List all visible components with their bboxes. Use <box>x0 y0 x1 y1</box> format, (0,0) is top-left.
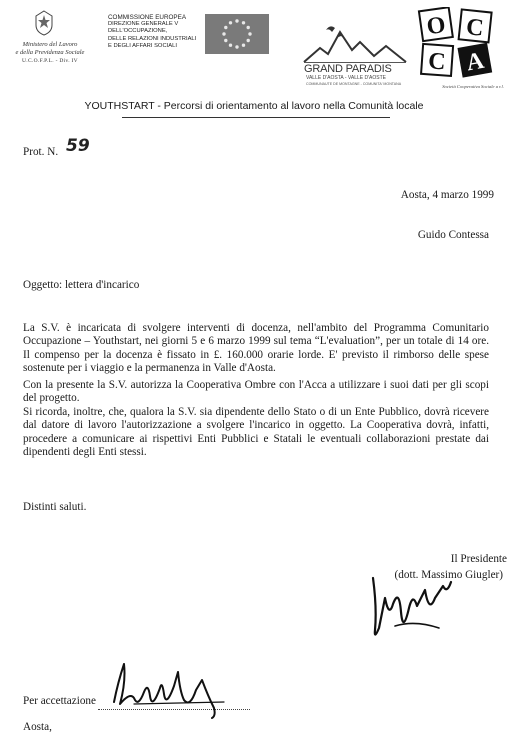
project-title: YOUTHSTART - Percorsi di orientamento al lavoro nella Comunità locale <box>84 100 424 112</box>
protocol-number: 59 <box>66 136 90 156</box>
acceptance-label: Per accettazione <box>23 695 96 707</box>
body-paragraph-1 <box>23 322 489 376</box>
protocol-label: Prot. N. <box>23 146 59 158</box>
closing-salutation: Distinti saluti. <box>23 501 87 513</box>
occa-logo-icon <box>416 7 498 79</box>
president-signature <box>355 568 475 650</box>
grand-paradis-valley: VALLE D'AOSTA - VALLE D'AOSTE <box>306 75 386 81</box>
paragraph-text: Con la presente la S.V. autorizza la Cooperativa Ombre con l'Acca a utilizzare i suoi dati per gli scopi del progetto. <box>23 379 489 405</box>
eu-flag-icon <box>205 14 269 54</box>
directorate-line: DELL'OCCUPAZIONE, <box>108 28 168 35</box>
republic-emblem-icon <box>34 10 54 36</box>
letter-date: Aosta, 4 marzo 1999 <box>400 189 494 201</box>
paragraph-text: Si ricorda, inoltre, che, qualora la S.V. sia dipendente dello Stato o di un Ente Pubblico, dovrà ricevere dal datore di lavoro l'autorizzazione a svolgere l'incarico in oggetto. La Cooperativa dovrà, infatti, procedere a comunicare ai rispettivi Enti Pubblici e Statali le eventuali collaborazioni prestate dai dipendenti degli Enti stessi. <box>23 405 489 459</box>
signatory-title: Il Presidente <box>450 553 507 565</box>
header-divider <box>122 117 390 118</box>
occa-letter: C <box>427 48 447 76</box>
occa-letter: C <box>464 14 485 42</box>
recipient-name: Guido Contessa <box>417 229 489 241</box>
signatory-name: (dott. Massimo Giugler) <box>394 569 503 581</box>
commission-block <box>108 14 208 50</box>
directorate-line: E DEGLI AFFARI SOCIALI <box>108 42 177 49</box>
body-paragraph-2 <box>23 379 489 459</box>
ministry-line-1: Ministero del Lavoro <box>22 41 78 48</box>
ministry-line-2: e della Previdenza Sociale <box>15 49 85 56</box>
paragraph-text: La S.V. è incaricata di svolgere interventi di docenza, nell'ambito del Programma Comunitario Occupazione – Youthstart, nei giorni 5 e 6 marzo 1999 sul tema “L'evaluation”, per un totale di 14 ore. Il compenso per la docenza è fissato in £. 160.000 orarie lorde. E' previsto il rimborso delle spese sostenute per i viaggio e la permanenza in Valle d'Aosta. <box>23 322 489 375</box>
occa-letter: A <box>464 47 486 77</box>
grand-paradis-community: COMMUNAUTE DE MONTAGNE - COMUNITA' MONTANA <box>306 82 402 86</box>
ministry-code: U.C.O.F.P.L. - Div. IV <box>22 58 78 64</box>
acceptance-place: Aosta, <box>23 721 52 733</box>
acceptance-signature <box>104 652 236 722</box>
commission-name: COMMISSIONE EUROPEA <box>108 14 187 21</box>
subject-line: Oggetto: lettera d'incarico <box>23 279 140 291</box>
ministry-name <box>4 41 96 65</box>
occa-letter: O <box>425 11 448 41</box>
directorate-line: DELLE RELAZIONI INDUSTRIALI <box>108 35 197 42</box>
directorate-line: DIREZIONE GENERALE V <box>108 21 179 28</box>
grand-paradis-name: GRAND PARADIS <box>304 63 392 75</box>
occa-subtitle: Società Cooperativa Sociale a r.l. <box>442 84 504 89</box>
